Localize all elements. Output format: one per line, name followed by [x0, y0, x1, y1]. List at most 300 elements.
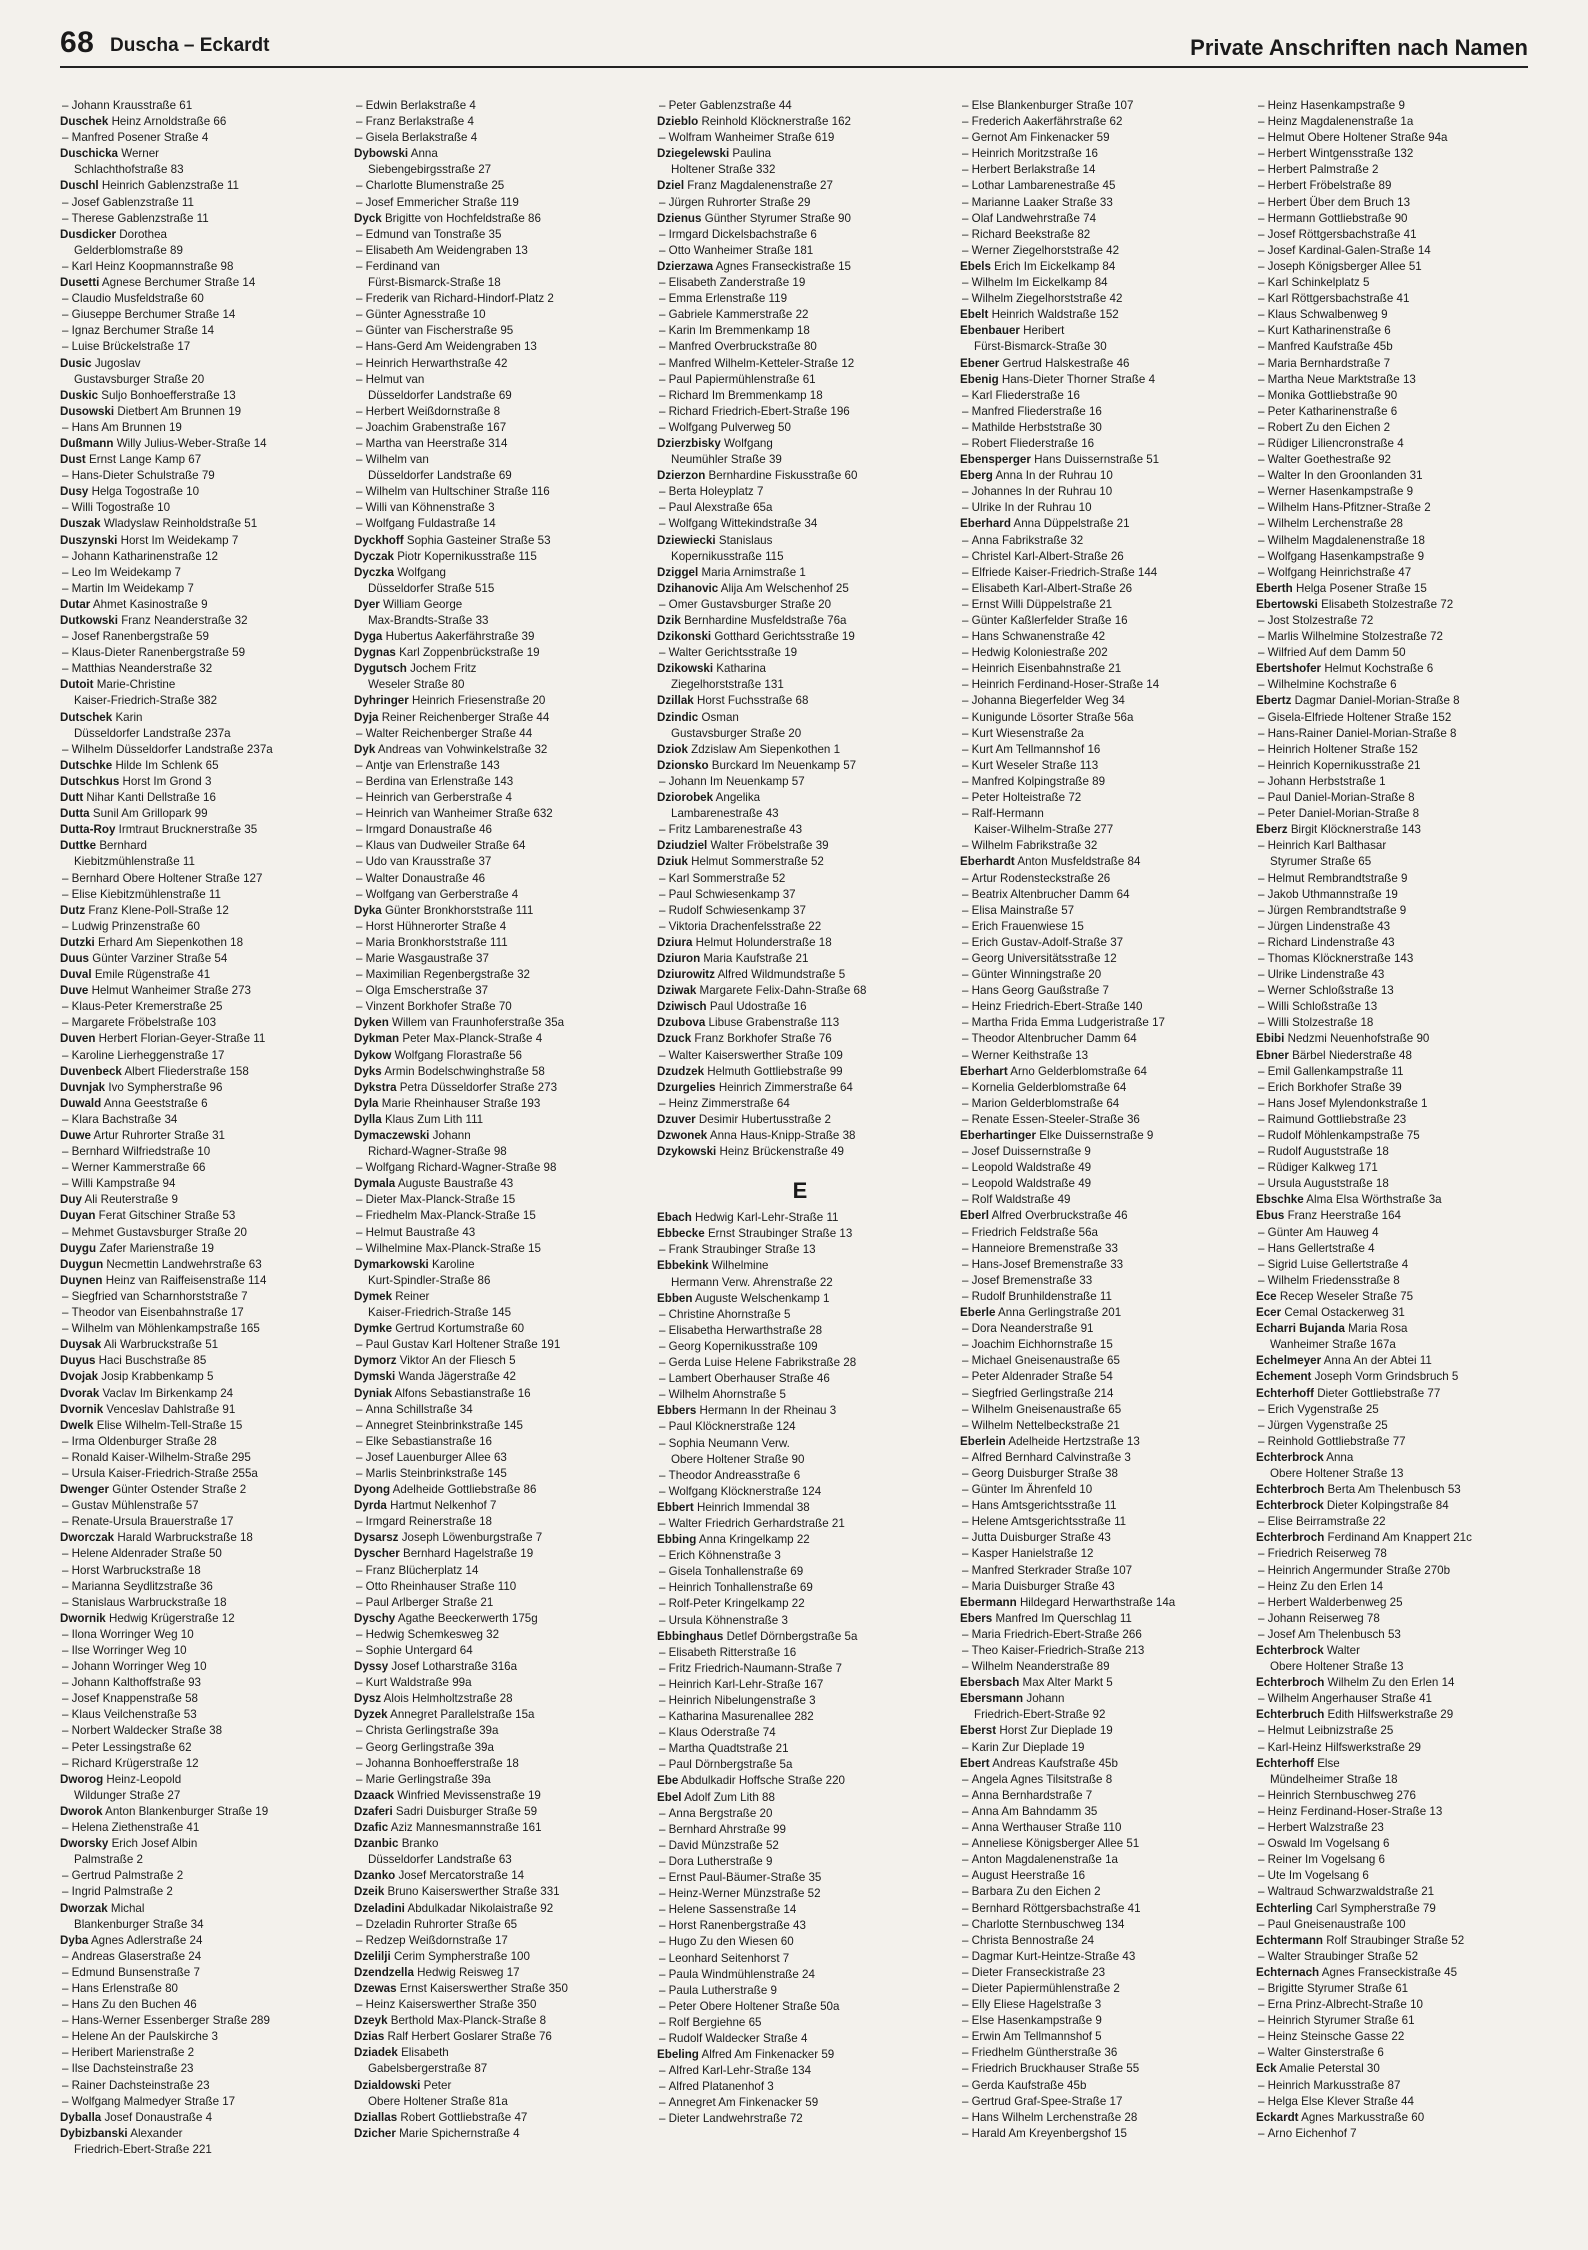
- sub-entry: – Leopold Waldstraße 49: [960, 1160, 1246, 1176]
- surname: Dwenger: [60, 1483, 109, 1497]
- entry-details: Heinz-Leopold: [106, 1772, 182, 1786]
- surname: Ebenig: [960, 372, 999, 386]
- surname: Dutz: [60, 903, 86, 917]
- surname: Dzuver: [657, 1112, 696, 1126]
- entry-details: Wolfgang: [724, 436, 773, 450]
- directory-entry: [657, 565, 943, 581]
- entry-details: Günter Ostender Straße 2: [112, 1483, 247, 1497]
- entry-details: Josef Lotharstraße 316a: [391, 1660, 518, 1674]
- directory-entry: [60, 1192, 346, 1208]
- entry-details: Carl Sympherstraße 79: [1315, 1901, 1436, 1915]
- directory-entry: [960, 854, 1246, 870]
- directory-entry: [657, 1226, 943, 1242]
- surname: Dzykowski: [657, 1145, 717, 1159]
- sub-entry: – Margarete Fröbelstraße 103: [60, 1015, 346, 1031]
- sub-entry: – Herbert Walzstraße 23: [1256, 1820, 1542, 1836]
- sub-entry: – Werner Hasenkampstraße 9: [1256, 484, 1542, 500]
- directory-entry: [657, 1500, 943, 1516]
- entry-details: Adolf Zum Lith 88: [684, 1790, 775, 1804]
- entry-details: Albert Fliederstraße 158: [124, 1064, 249, 1078]
- sub-entry: – Anton Magdalenenstraße 1a: [960, 1852, 1246, 1868]
- directory-entry: [60, 1353, 346, 1369]
- sub-entry: – Christel Karl-Albert-Straße 26: [960, 549, 1246, 565]
- surname: Dymaczewski: [354, 1129, 430, 1142]
- entry-continuation: Friedrich-Ebert-Straße 221: [74, 2142, 212, 2156]
- directory-entry: [1256, 597, 1542, 613]
- sub-entry: – Ulrike Lindenstraße 43: [1256, 967, 1542, 983]
- sub-entry: – Wolfgang Wittekindstraße 34: [657, 516, 943, 532]
- sub-entry: – Manfred Wilhelm-Ketteler-Straße 12: [657, 356, 943, 372]
- sub-entry: – Peter Lessingstraße 62: [60, 1740, 346, 1756]
- directory-entry: [60, 1933, 346, 1949]
- sub-entry: – Olga Emscherstraße 37: [354, 983, 640, 999]
- sub-entry: – Dieter Franseckistraße 23: [960, 1965, 1246, 1981]
- surname: Dykstra: [354, 1080, 397, 1094]
- entry-details: Wanda Jägerstraße 42: [398, 1370, 516, 1384]
- sub-entry: – Hermann Gottliebstraße 90: [1256, 211, 1542, 227]
- surname: Dyer: [354, 597, 380, 611]
- entry-continuation: Blankenburger Straße 34: [74, 1917, 204, 1931]
- sub-entry: – Harald Am Kreyenbergshof 15: [960, 2126, 1246, 2142]
- directory-entry: [354, 146, 640, 162]
- sub-entry: – Anna Werthauser Straße 110: [960, 1820, 1246, 1836]
- surname: Dzuck: [657, 1032, 692, 1046]
- surname: Dzeyk: [354, 2014, 388, 2028]
- entry-details: Elise Wilhelm-Tell-Straße 15: [96, 1418, 243, 1432]
- surname: Dworsky: [60, 1837, 109, 1851]
- directory-entry: [60, 1804, 346, 1820]
- surname: Echterbroch: [1256, 1676, 1325, 1690]
- sub-entry: – Klara Bachstraße 34: [60, 1112, 346, 1128]
- sub-entry: – Reinhold Gottliebstraße 77: [1256, 1434, 1542, 1450]
- surname: Ebbert: [657, 1500, 694, 1514]
- sub-entry: – Ilona Worringer Weg 10: [60, 1627, 346, 1643]
- surname: Duschicka: [60, 147, 118, 161]
- entry-continuation: Wanheimer Straße 167a: [1270, 1338, 1396, 1352]
- directory-entry: [354, 1080, 640, 1096]
- sub-entry: – Wolfgang Hasenkampstraße 9: [1256, 549, 1542, 565]
- surname: Dyczak: [354, 549, 394, 563]
- directory-entry: [1256, 1482, 1542, 1498]
- sub-entry: – Klaus van Dudweiler Straße 64: [354, 838, 640, 854]
- sub-entry: – Ulrike In der Ruhrau 10: [960, 500, 1246, 516]
- sub-entry: – Bernhard Röttgersbachstraße 41: [960, 1901, 1246, 1917]
- entry-details: Adelheide Hertzstraße 13: [1008, 1434, 1140, 1448]
- entry-details: Horst Fuchsstraße 68: [696, 694, 809, 708]
- sub-entry: – Wolfgang Klöcknerstraße 124: [657, 1484, 943, 1500]
- surname: Duyan: [60, 1209, 96, 1223]
- directory-entry: [1256, 1031, 1542, 1047]
- surname: Dzeladini: [354, 1901, 405, 1915]
- sub-entry: – Helga Else Klever Straße 44: [1256, 2094, 1542, 2110]
- directory-entry: [960, 1208, 1246, 1224]
- sub-entry: – Heinz Ferdinand-Hoser-Straße 13: [1256, 1804, 1542, 1820]
- sub-entry: – Gisela-Elfriede Holtener Straße 152: [1256, 710, 1542, 726]
- directory-entry: [354, 1611, 640, 1627]
- directory-entry: [60, 935, 346, 951]
- surname: Dziok: [657, 742, 688, 756]
- entry-details: Heinz Brückenstraße 49: [719, 1145, 844, 1159]
- sub-entry: – Marion Gelderblomstraße 64: [960, 1096, 1246, 1112]
- sub-entry: – Matthias Neanderstraße 32: [60, 661, 346, 677]
- directory-entry: [354, 2013, 640, 2029]
- entry-details: Rolf Straubinger Straße 52: [1326, 1933, 1465, 1947]
- sub-entry: – Josef Kardinal-Galen-Straße 14: [1256, 243, 1542, 259]
- directory-entry: [657, 1629, 943, 1645]
- sub-entry: – Ute Im Vogelsang 6: [1256, 1868, 1542, 1884]
- sub-entry: – Hans Amtsgerichtsstraße 11: [960, 1498, 1246, 1514]
- sub-entry: – Johann Reiserweg 78: [1256, 1611, 1542, 1627]
- sub-entry: – Sophie Untergard 64: [354, 1643, 640, 1659]
- directory-entry: [60, 1901, 346, 1917]
- surname: Dzeik: [354, 1885, 385, 1899]
- sub-entry: – Erna Prinz-Albrecht-Straße 10: [1256, 1997, 1542, 2013]
- entry-details: Ernst Kaiserswerther Straße 350: [399, 1981, 568, 1995]
- directory-entry: [657, 178, 943, 194]
- sub-entry: – Elisabeth Am Weidengraben 13: [354, 243, 640, 259]
- sub-entry: – Walter Kaiserswerther Straße 109: [657, 1048, 943, 1064]
- sub-entry: – Heinrich Styrumer Straße 61: [1256, 2013, 1542, 2029]
- surname: Dymski: [354, 1370, 396, 1384]
- surname: Dzieblo: [657, 115, 699, 129]
- surname: Eberle: [960, 1306, 996, 1320]
- sub-entry: – Gisela Berlakstraße 4: [354, 130, 640, 146]
- directory-entry: [1256, 1386, 1542, 1402]
- directory-entry: [354, 2029, 640, 2045]
- entry-details: Petra Düsseldorfer Straße 273: [399, 1080, 558, 1094]
- sub-entry: – Joseph Königsberger Allee 51: [1256, 259, 1542, 275]
- sub-entry: – Heinrich Herwarthstraße 42: [354, 356, 640, 372]
- directory-entry: [60, 178, 346, 194]
- entry-details: Werner: [121, 147, 160, 161]
- surname: Echterbroch: [1256, 1531, 1325, 1545]
- sub-entry: – Günter Am Hauweg 4: [1256, 1225, 1542, 1241]
- surname: Dutta-Roy: [60, 823, 116, 837]
- entry-continuation: Max-Brandts-Straße 33: [368, 614, 489, 627]
- sub-entry: – Alfred Platanenhof 3: [657, 2079, 943, 2095]
- directory-entry: [354, 1321, 640, 1337]
- surname: Echterbrock: [1256, 1644, 1324, 1657]
- directory-entry: [60, 1369, 346, 1385]
- sub-entry: – Dzeladin Ruhrorter Straße 65: [354, 1917, 640, 1933]
- entry-details: Anna Düppelstraße 21: [1013, 517, 1130, 531]
- entry-details: Marie Spichernstraße 4: [399, 2126, 520, 2140]
- entry-details: Hans Duissernstraße 51: [1034, 453, 1160, 467]
- entry-details: Agnes Adlerstraße 24: [90, 1933, 203, 1947]
- surname: Ebibi: [1256, 1032, 1285, 1046]
- sub-entry: – Wolfgang van Gerberstraße 4: [354, 887, 640, 903]
- sub-entry: – Gertrud Palmstraße 2: [60, 1868, 346, 1884]
- directory-entry: [354, 742, 640, 758]
- entry-details: Maria Rosa: [1348, 1322, 1408, 1336]
- sub-entry: – Marlis Wilhelmine Stolzestraße 72: [1256, 629, 1542, 645]
- surname: Eberhard: [960, 517, 1011, 531]
- directory-entry: [60, 790, 346, 806]
- sub-entry: – Hans Am Brunnen 19: [60, 420, 346, 436]
- surname: Ebermann: [960, 1595, 1017, 1609]
- surname: Ebus: [1256, 1209, 1285, 1223]
- entry-details: Hedwig Reisweg 17: [417, 1965, 520, 1979]
- entry-details: Joseph Vorm Grindsbruch 5: [1314, 1370, 1459, 1384]
- surname: Duszynski: [60, 533, 118, 547]
- surname: Ebenbauer: [960, 324, 1020, 338]
- sub-entry: – Josef Röttgersbachstraße 41: [1256, 227, 1542, 243]
- sub-entry: – August Heerstraße 16: [960, 1868, 1246, 1884]
- surname: Ebersmann: [960, 1692, 1024, 1706]
- surname: Dzudzek: [657, 1064, 705, 1078]
- surname: Duwald: [60, 1096, 102, 1110]
- entry-details: Johann: [1026, 1692, 1065, 1706]
- sub-entry: – Heinz Kaiserswerther Straße 350: [354, 1997, 640, 2013]
- sub-entry: – Johann Worringer Weg 10: [60, 1659, 346, 1675]
- entry-continuation: Schlachthofstraße 83: [74, 163, 184, 177]
- sub-entry: – Arno Eichenhof 7: [1256, 2126, 1542, 2142]
- entry-details: Alois Helmholtzstraße 28: [383, 1692, 513, 1706]
- surname: Dutt: [60, 791, 84, 805]
- surname: Dzik: [657, 614, 681, 627]
- entry-details: Erich Josef Albin: [111, 1837, 198, 1851]
- surname: Dzikowski: [657, 662, 714, 676]
- entry-details: Ernst Straubinger Straße 13: [707, 1227, 853, 1241]
- sub-entry: – Heribert Marienstraße 2: [60, 2045, 346, 2061]
- section-letter: E: [792, 1178, 808, 1204]
- entry-details: Hedwig Krügerstraße 12: [108, 1611, 235, 1625]
- sub-entry: – Kornelia Gelderblomstraße 64: [960, 1080, 1246, 1096]
- entry-details: Winfried Mevissenstraße 19: [397, 1788, 541, 1802]
- sub-entry: – Barbara Zu den Eichen 2: [960, 1884, 1246, 1900]
- sub-entry: – Siegfried Gerlingstraße 214: [960, 1386, 1246, 1402]
- sub-entry: – Horst Hühnerorter Straße 4: [354, 919, 640, 935]
- surname: Dziwak: [657, 984, 697, 998]
- directory-entry: [354, 1257, 640, 1273]
- sub-entry: – Wolfgang Heinrichstraße 47: [1256, 565, 1542, 581]
- surname: Dvojak: [60, 1370, 99, 1384]
- sub-entry: – Renate Essen-Steeler-Straße 36: [960, 1112, 1246, 1128]
- surname: Ebbinghaus: [657, 1629, 724, 1643]
- surname: Eck: [1256, 2062, 1277, 2076]
- sub-entry: – Rudolf Auguststraße 18: [1256, 1144, 1542, 1160]
- entry-details: William George: [383, 597, 463, 611]
- column-4: [960, 98, 1246, 2228]
- sub-entry: – Oswald Im Vogelsang 6: [1256, 1836, 1542, 1852]
- entry-details: Agnese Berchumer Straße 14: [101, 276, 256, 290]
- surname: Dykman: [354, 1032, 400, 1046]
- sub-entry: – Rudolf Möhlenkampstraße 75: [1256, 1128, 1542, 1144]
- sub-entry: – Hans Wilhelm Lerchenstraße 28: [960, 2110, 1246, 2126]
- entry-details: Armin Bodelschwinghstraße 58: [384, 1064, 545, 1078]
- directory-entry: [354, 693, 640, 709]
- surname: Dyong: [354, 1483, 391, 1497]
- sub-entry: – Herbert Fröbelstraße 89: [1256, 178, 1542, 194]
- sub-entry: – Olaf Landwehrstraße 74: [960, 211, 1246, 227]
- entry-details: Desimir Hubertusstraße 2: [698, 1112, 831, 1126]
- sub-entry: – Willi Stolzestraße 18: [1256, 1015, 1542, 1031]
- sub-entry: – Elisabeth Karl-Albert-Straße 26: [960, 581, 1246, 597]
- sub-entry: – Maria Friedrich-Ebert-Straße 266: [960, 1627, 1246, 1643]
- directory-entry: [657, 838, 943, 854]
- sub-entry: – Erich Frauenwiese 15: [960, 919, 1246, 935]
- surname: Dutzki: [60, 935, 95, 949]
- surname: Duszak: [60, 517, 101, 531]
- entry-details: Edith Hilfswerkstraße 29: [1327, 1708, 1454, 1722]
- directory-entry: [657, 114, 943, 130]
- surname: Duygu: [60, 1241, 97, 1255]
- entry-details: Piotr Kopernikusstraße 115: [397, 549, 537, 563]
- surname: Ebertowski: [1256, 597, 1318, 611]
- entry-details: Ali Reuterstraße 9: [84, 1193, 178, 1207]
- entry-details: Dieter Gottliebstraße 77: [1317, 1386, 1441, 1400]
- sub-entry: – Heinz Friedrich-Ebert-Straße 140: [960, 999, 1246, 1015]
- sub-entry: – Jutta Duisburger Straße 43: [960, 1530, 1246, 1546]
- entry-details: Angelika: [715, 791, 761, 805]
- surname: Eckardt: [1256, 2110, 1299, 2124]
- sub-entry: – Helmut Obere Holtener Straße 94a: [1256, 130, 1542, 146]
- sub-entry: – Helene An der Paulskirche 3: [60, 2029, 346, 2045]
- directory-entry: [657, 2047, 943, 2063]
- entry-details: Anton Musfeldstraße 84: [1017, 855, 1141, 869]
- sub-entry: – Anna Bernhardstraße 7: [960, 1788, 1246, 1804]
- entry-details: Brigitte von Hochfeldstraße 86: [384, 211, 541, 225]
- entry-details: Klaus Zum Lith 111: [384, 1112, 484, 1126]
- surname: Ebels: [960, 259, 991, 273]
- directory-entry: [1256, 1643, 1542, 1659]
- sub-entry: – Rolf Waldstraße 49: [960, 1192, 1246, 1208]
- sub-entry: – Friedrich Reiserweg 78: [1256, 1546, 1542, 1562]
- directory-entry: [960, 1128, 1246, 1144]
- sub-entry: – Irmgard Donaustraße 46: [354, 822, 640, 838]
- entry-details: Karoline: [432, 1257, 475, 1271]
- directory-entry: [657, 935, 943, 951]
- entry-continuation: Ziegelhorststraße 131: [671, 678, 784, 692]
- sub-entry: – Michael Gneisenaustraße 65: [960, 1353, 1246, 1369]
- surname: Ecer: [1256, 1306, 1282, 1320]
- sub-entry: – Peter Aldenrader Straße 54: [960, 1369, 1246, 1385]
- sub-entry: – Johann Katharinenstraße 12: [60, 549, 346, 565]
- directory-entry: [657, 693, 943, 709]
- sub-entry: – Redzep Weißdornstraße 17: [354, 1933, 640, 1949]
- surname: Dyba: [60, 1933, 89, 1947]
- directory-entry: [657, 533, 943, 549]
- sub-entry: – Martha Frida Emma Ludgeristraße 17: [960, 1015, 1246, 1031]
- surname: Dysarsz: [354, 1531, 399, 1545]
- surname: Dziewiecki: [657, 533, 716, 547]
- surname: Dyk: [354, 742, 376, 756]
- sub-entry: – Anneliese Königsberger Allee 51: [960, 1836, 1246, 1852]
- entry-details: Peter Max-Planck-Straße 4: [402, 1032, 543, 1046]
- directory-entry: [960, 1756, 1246, 1772]
- directory-entry: [657, 951, 943, 967]
- entry-details: Sadri Duisburger Straße 59: [395, 1804, 538, 1818]
- surname: Echement: [1256, 1370, 1312, 1384]
- sub-entry: – Walter Straubinger Straße 52: [1256, 1949, 1542, 1965]
- directory-entry: [960, 1434, 1246, 1450]
- directory-entry: [354, 533, 640, 549]
- sub-entry: – Martha van Heerstraße 314: [354, 436, 640, 452]
- directory-entry: [657, 581, 943, 597]
- sub-entry: – Heinz Hasenkampstraße 9: [1256, 98, 1542, 114]
- entry-details: Ernst Lange Kamp 67: [89, 453, 202, 467]
- entry-details: Bernhardine Musfeldstraße 76a: [684, 614, 847, 627]
- entry-details: Heinrich Waldstraße 152: [991, 308, 1119, 322]
- sub-entry: – Fritz Friedrich-Naumann-Straße 7: [657, 1661, 943, 1677]
- directory-entry: [657, 1128, 943, 1144]
- entry-details: Herbert Florian-Geyer-Straße 11: [98, 1032, 266, 1046]
- directory-entry: [1256, 2110, 1542, 2126]
- surname: Dyrda: [354, 1499, 387, 1513]
- surname: Dusic: [60, 356, 92, 370]
- entry-details: Franz Neanderstraße 32: [121, 614, 248, 627]
- directory-entry: [657, 1790, 943, 1806]
- sub-entry: – Herbert Weißdornstraße 8: [354, 404, 640, 420]
- entry-details: Ali Warbruckstraße 51: [103, 1338, 219, 1352]
- entry-details: Helmut Holunderstraße 18: [695, 935, 832, 949]
- entry-details: Reiner Reichenberger Straße 44: [381, 710, 550, 724]
- directory-entry: [1256, 1192, 1542, 1208]
- entry-details: Anna In der Ruhrau 10: [995, 469, 1113, 483]
- surname: Dymarkowski: [354, 1257, 429, 1271]
- entry-details: Helga Togostraße 10: [91, 485, 200, 499]
- directory-entry: [657, 1064, 943, 1080]
- sub-entry: – Richard Beekstraße 82: [960, 227, 1246, 243]
- directory-entry: [354, 629, 640, 645]
- sub-entry: – Siegfried van Scharnhorststraße 7: [60, 1289, 346, 1305]
- directory-entry: [60, 1096, 346, 1112]
- sub-entry: – Manfred Overbruckstraße 80: [657, 339, 943, 355]
- directory-entry: [60, 146, 346, 162]
- surname: Dutta: [60, 807, 90, 821]
- surname: Dusdicker: [60, 227, 117, 241]
- sub-entry: – Paula Windmühlenstraße 24: [657, 1967, 943, 1983]
- sub-entry: – Ludwig Prinzenstraße 60: [60, 919, 346, 935]
- directory-entry: [354, 903, 640, 919]
- sub-entry: – Günter Kaßlerfelder Straße 16: [960, 613, 1246, 629]
- entry-details: Marie Rheinhauser Straße 193: [381, 1096, 541, 1110]
- sub-entry: – Helene Aldenrader Straße 50: [60, 1546, 346, 1562]
- surname: Dwelk: [60, 1418, 94, 1432]
- sub-entry: – Walter Ginsterstraße 6: [1256, 2045, 1542, 2061]
- surname: Duvenbeck: [60, 1064, 122, 1078]
- entry-details: Maria Kaufstraße 21: [703, 951, 809, 965]
- surname: Echterhoff: [1256, 1386, 1314, 1400]
- entry-details: Dietbert Am Brunnen 19: [117, 404, 242, 418]
- directory-entry: [354, 211, 640, 227]
- directory-entry: [60, 806, 346, 822]
- sub-entry: – Walter Goethestraße 92: [1256, 452, 1542, 468]
- directory-entry: [354, 1788, 640, 1804]
- entry-details: Libuse Grabenstraße 113: [708, 1016, 840, 1030]
- entry-details: Heinz Arnoldstraße 66: [111, 115, 227, 129]
- sub-entry: – Alfred Karl-Lehr-Straße 134: [657, 2063, 943, 2079]
- sub-entry: – Erich Vygenstraße 25: [1256, 1402, 1542, 1418]
- sub-entry: – Ingrid Palmstraße 2: [60, 1884, 346, 1900]
- surname: Dziura: [657, 935, 693, 949]
- surname: Echternach: [1256, 1965, 1320, 1979]
- surname: Dzafic: [354, 1821, 389, 1835]
- sub-entry: – Claudio Musfeldstraße 60: [60, 291, 346, 307]
- sub-entry: – Rolf Bergiehne 65: [657, 2015, 943, 2031]
- sub-entry: – Anna Fabrikstraße 32: [960, 533, 1246, 549]
- sub-entry: – Elisa Mainstraße 57: [960, 903, 1246, 919]
- entry-continuation: Kurt-Spindler-Straße 86: [368, 1273, 491, 1287]
- sub-entry: – Heinrich Tonhallenstraße 69: [657, 1580, 943, 1596]
- directory-entry: [657, 613, 943, 629]
- surname: Dyckhoff: [354, 533, 404, 547]
- surname: Dylla: [354, 1112, 382, 1126]
- sub-entry: – Helena Ziethenstraße 41: [60, 1820, 346, 1836]
- entry-continuation: Lambarenestraße 43: [671, 807, 779, 821]
- surname: Dworczak: [60, 1531, 115, 1545]
- entry-details: Stanislaus: [718, 533, 773, 547]
